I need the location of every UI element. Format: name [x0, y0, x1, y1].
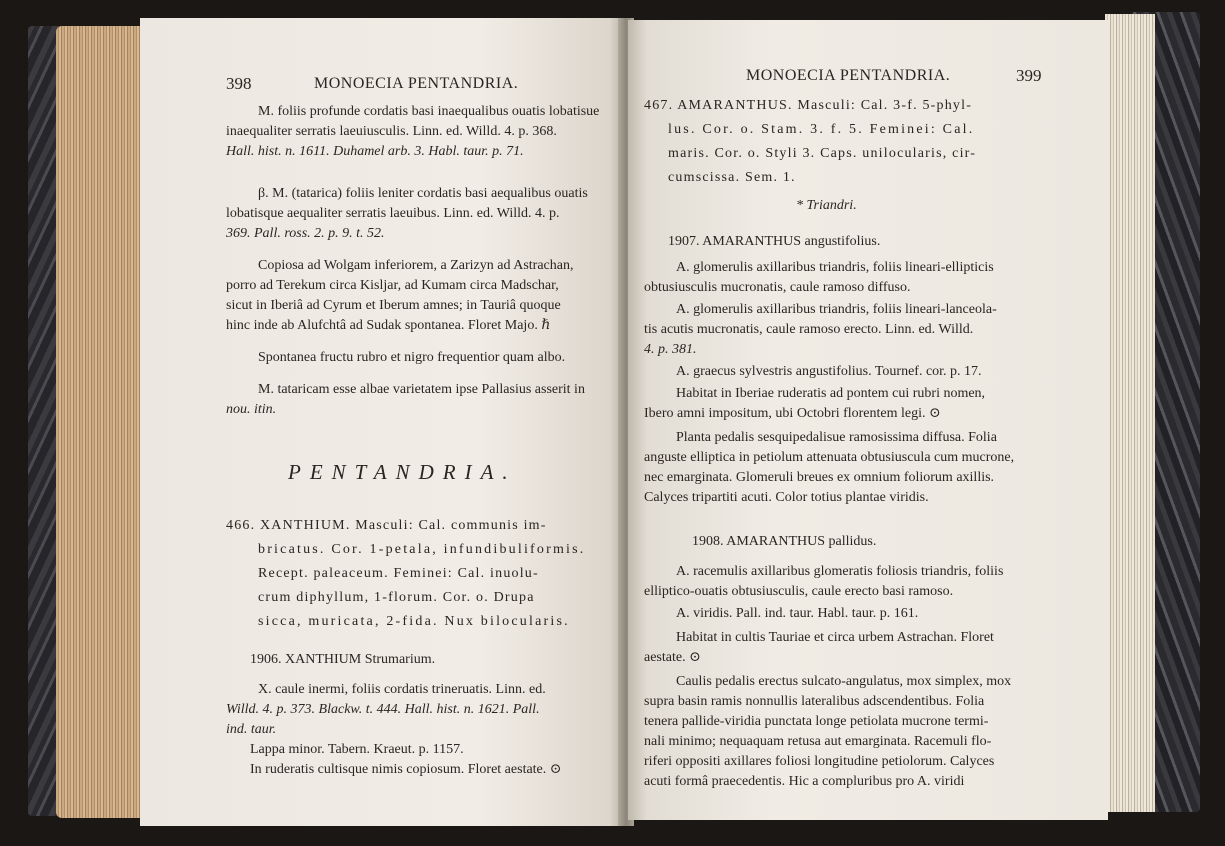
- text-line: Spontanea fructu rubro et nigro frequentior quam albo.: [258, 350, 566, 365]
- genus-line: sicca, muricata, 2-fida. Nux bilocularis.: [258, 614, 570, 629]
- text-line: Planta pedalis sesquipedalisue ramosissima diffusa. Folia: [676, 430, 997, 445]
- species-heading: 1908. AMARANTHUS pallidus.: [692, 534, 877, 549]
- text-line: Lappa minor. Tabern. Kraeut. p. 1157.: [250, 742, 464, 757]
- text-line: tenera pallide-viridia punctata longe petiolata mucrone termi-: [644, 714, 989, 729]
- text-line: M. tataricam esse albae varietatem ipse Pallasius asserit in: [258, 382, 585, 397]
- text-line: X. caule inermi, foliis cordatis trineruatis. Linn. ed.: [258, 682, 546, 697]
- text-line: elliptico-ouatis obtusiusculis, caule erecto basi ramoso.: [644, 584, 954, 599]
- text-line: nou. itin.: [226, 402, 277, 417]
- text-line: A. graecus sylvestris angustifolius. Tournef. cor. p. 17.: [676, 364, 982, 379]
- text-line: A. glomerulis axillaribus triandris, foliis lineari-ellipticis: [676, 260, 994, 275]
- genus-line: bricatus. Cor. 1-petala, infundibuliformis.: [258, 542, 586, 557]
- text-line: A. racemulis axillaribus glomeratis foliosis triandris, foliis: [676, 564, 1004, 579]
- text-line: supra basin ramis nonnullis lateralibus adscendentibus. Folia: [644, 694, 985, 709]
- genus-line: lus. Cor. o. Stam. 3. f. 5. Feminei: Cal.: [668, 122, 975, 137]
- text-line: 369. Pall. ross. 2. p. 9. t. 52.: [226, 226, 385, 241]
- text-line: A. glomerulis axillaribus triandris, foliis lineari-lanceola-: [676, 302, 997, 317]
- text-line: Habitat in cultis Tauriae et circa urbem Astrachan. Floret: [676, 630, 994, 645]
- left-page: [140, 18, 624, 826]
- page-edges-left: [56, 26, 146, 818]
- text-line: Copiosa ad Wolgam inferiorem, a Zarizyn ad Astrachan,: [258, 258, 574, 273]
- genus-line: 466. XANTHIUM. Masculi: Cal. communis im-: [226, 518, 547, 533]
- species-heading: 1907. AMARANTHUS angustifolius.: [668, 234, 881, 249]
- text-line: hinc inde ab Alufchtâ ad Sudak spontanea. Floret Majo. ℏ: [226, 318, 551, 333]
- subsection-heading: * Triandri.: [796, 198, 857, 213]
- text-line: nec emarginata. Glomeruli breues ex omnium foliorum axillis.: [644, 470, 995, 485]
- genus-line: crum diphyllum, 1-florum. Cor. o. Drupa: [258, 590, 535, 605]
- text-line: M. foliis profunde cordatis basi inaequalibus ouatis lobatisue: [258, 104, 600, 119]
- running-head: MONOECIA PENTANDRIA.: [314, 75, 519, 92]
- page-edges-right: [1105, 14, 1155, 812]
- text-line: sicut in Iberiâ ad Cyrum et Iberum amnes; in Tauriâ quoque: [226, 298, 561, 313]
- text-line: anguste elliptica in petiolum attenuata obtusiuscula cum mucrone,: [644, 450, 1015, 465]
- text-line: Calyces tripartiti acuti. Color totius plantae viridis.: [644, 490, 929, 505]
- text-line: Habitat in Iberiae ruderatis ad pontem cui rubri nomen,: [676, 386, 986, 401]
- text-line: obtusiusculis mucronatis, caule ramoso diffuso.: [644, 280, 911, 295]
- text-line: inaequaliter serratis laeuiusculis. Linn. ed. Willd. 4. p. 368.: [226, 124, 557, 139]
- text-line: ind. taur.: [226, 722, 277, 737]
- text-line: lobatisque aequaliter serratis laeuibus. Linn. ed. Willd. 4. p.: [226, 206, 560, 221]
- text-line: riferi oppositi axillares foliosi longitudine petiolorum. Calyces: [644, 754, 995, 769]
- text-line: tis acutis mucronatis, caule ramoso erecto. Linn. ed. Willd.: [644, 322, 974, 337]
- text-line: In ruderatis cultisque nimis copiosum. Floret aestate. ⊙: [250, 762, 562, 777]
- section-heading: PENTANDRIA.: [288, 460, 517, 484]
- genus-line: Recept. paleaceum. Feminei: Cal. inuolu-: [258, 566, 539, 581]
- genus-line: 467. AMARANTHUS. Masculi: Cal. 3-f. 5-phyl-: [644, 98, 973, 113]
- text-line: 4. p. 381.: [644, 342, 697, 357]
- text-line: porro ad Terekum circa Kisljar, ad Kumam circa Madschar,: [226, 278, 559, 293]
- page-number: 398: [226, 74, 252, 93]
- text-line: Caulis pedalis erectus sulcato-angulatus, mox simplex, mox: [676, 674, 1012, 689]
- text-line: Hall. hist. n. 1611. Duhamel arb. 3. Habl. taur. p. 71.: [226, 144, 524, 159]
- running-head: MONOECIA PENTANDRIA.: [746, 67, 951, 84]
- page-number: 399: [1016, 66, 1042, 85]
- right-page: [628, 20, 1108, 820]
- text-line: Ibero amni impositum, ubi Octobri florentem legi. ⊙: [644, 406, 941, 421]
- genus-line: cumscissa. Sem. 1.: [668, 170, 796, 185]
- text-line: β. M. (tatarica) foliis leniter cordatis basi aequalibus ouatis: [258, 186, 588, 201]
- text-line: A. viridis. Pall. ind. taur. Habl. taur. p. 161.: [676, 606, 919, 621]
- text-line: acuti formâ praecedentis. Hic a compluribus pro A. viridi: [644, 774, 965, 789]
- text-line: Willd. 4. p. 373. Blackw. t. 444. Hall. hist. n. 1621. Pall.: [226, 702, 540, 717]
- species-heading: 1906. XANTHIUM Strumarium.: [250, 652, 436, 667]
- genus-line: maris. Cor. o. Styli 3. Caps. unilocularis, cir-: [668, 146, 977, 161]
- text-line: aestate. ⊙: [644, 650, 701, 665]
- text-line: nali minimo; nequaquam retusa aut emarginata. Racemuli flo-: [644, 734, 992, 749]
